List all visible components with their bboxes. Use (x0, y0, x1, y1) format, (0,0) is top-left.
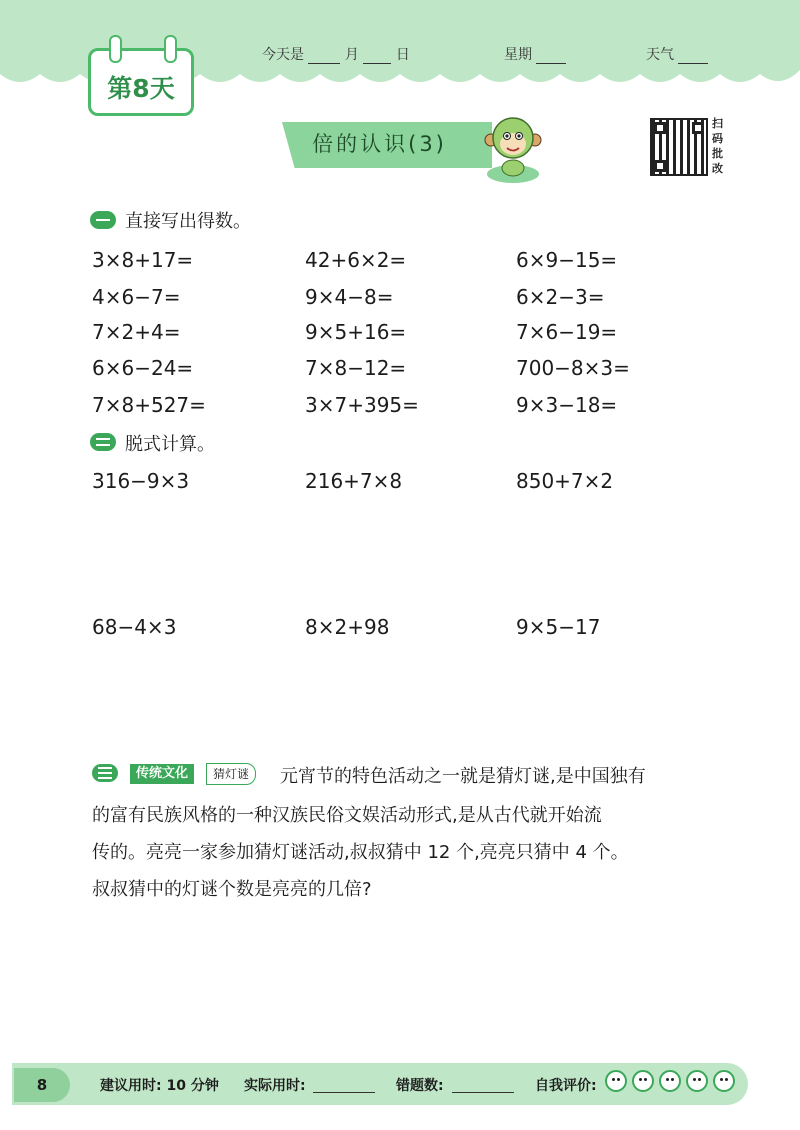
weather-blank[interactable] (678, 63, 708, 64)
smiley-rating-icon[interactable] (686, 1070, 708, 1092)
smiley-rating-icon[interactable] (632, 1070, 654, 1092)
problem: 3×8+17= (92, 248, 194, 272)
page-number: 8 (14, 1068, 70, 1102)
problem: 42+6×2= (305, 248, 407, 272)
error-count-label: 错题数: (396, 1078, 444, 1094)
day-label: 第8天 (107, 74, 175, 103)
problem: 9×4−8= (305, 285, 394, 309)
problem: 216+7×8 (305, 469, 403, 493)
problem: 7×2+4= (92, 320, 181, 344)
suggested-time: 建议用时: 10 分钟 (100, 1078, 219, 1094)
problem-text-line: 传的。亮亮一家参加猜灯谜活动,叔叔猜中 12 个,亮亮只猜中 4 个。 (92, 842, 629, 863)
smiley-rating-icon[interactable] (659, 1070, 681, 1092)
weekday-blank[interactable] (536, 63, 566, 64)
problem: 7×8−12= (305, 356, 407, 380)
smiley-rating-icon[interactable] (713, 1070, 735, 1092)
self-eval-label: 自我评价: (535, 1078, 597, 1094)
problem: 8×2+98 (305, 615, 390, 639)
problem: 700−8×3= (516, 356, 630, 380)
problem-text-line: 叔叔猜中的灯谜个数是亮亮的几倍? (92, 879, 372, 900)
problem: 9×5+16= (305, 320, 407, 344)
problem: 9×5−17 (516, 615, 601, 639)
problem: 3×7+395= (305, 393, 419, 417)
problem: 316−9×3 (92, 469, 190, 493)
problem: 6×9−15= (516, 248, 618, 272)
problem: 7×6−19= (516, 320, 618, 344)
section-three-badge (92, 764, 118, 782)
calendar-ring-icon (109, 35, 122, 63)
problem: 6×6−24= (92, 356, 194, 380)
problem-text-line: 的富有民族风格的一种汉族民俗文娱活动形式,是从古代就开始流 (92, 805, 602, 826)
smiley-rating-icon[interactable] (605, 1070, 627, 1092)
qr-code[interactable] (650, 118, 708, 176)
lantern-riddle-tag: 猜灯谜 (206, 763, 256, 785)
problem: 850+7×2 (516, 469, 614, 493)
error-count-blank[interactable] (452, 1078, 514, 1093)
actual-time-label: 实际用时: (244, 1078, 306, 1094)
section-one-title: 直接写出得数。 (125, 211, 251, 232)
problem: 68−4×3 (92, 615, 177, 639)
actual-time-blank[interactable] (313, 1078, 375, 1093)
qr-side-text: 扫 码 批 改 (712, 117, 723, 175)
weather-field: 天气 (646, 44, 708, 64)
weekday-field: 星期 (504, 44, 566, 64)
section-one-badge (90, 211, 116, 229)
page-title: 倍的认识(3) (312, 132, 447, 156)
calendar-ring-icon (164, 35, 177, 63)
problem: 9×3−18= (516, 393, 618, 417)
date-field: 今天是 月 日 (262, 47, 410, 63)
problem: 7×8+527= (92, 393, 206, 417)
problem: 6×2−3= (516, 285, 605, 309)
problem-text-line: 元宵节的特色活动之一就是猜灯谜,是中国独有 (280, 766, 646, 787)
section-two-badge (90, 433, 116, 451)
day-blank[interactable] (363, 63, 391, 64)
problem: 4×6−7= (92, 285, 181, 309)
day-calendar-tab (88, 48, 194, 116)
section-two-title: 脱式计算。 (125, 434, 215, 455)
monkey-mascot-icon (482, 110, 544, 186)
traditional-culture-tag: 传统文化 (130, 764, 194, 784)
month-blank[interactable] (308, 63, 340, 64)
